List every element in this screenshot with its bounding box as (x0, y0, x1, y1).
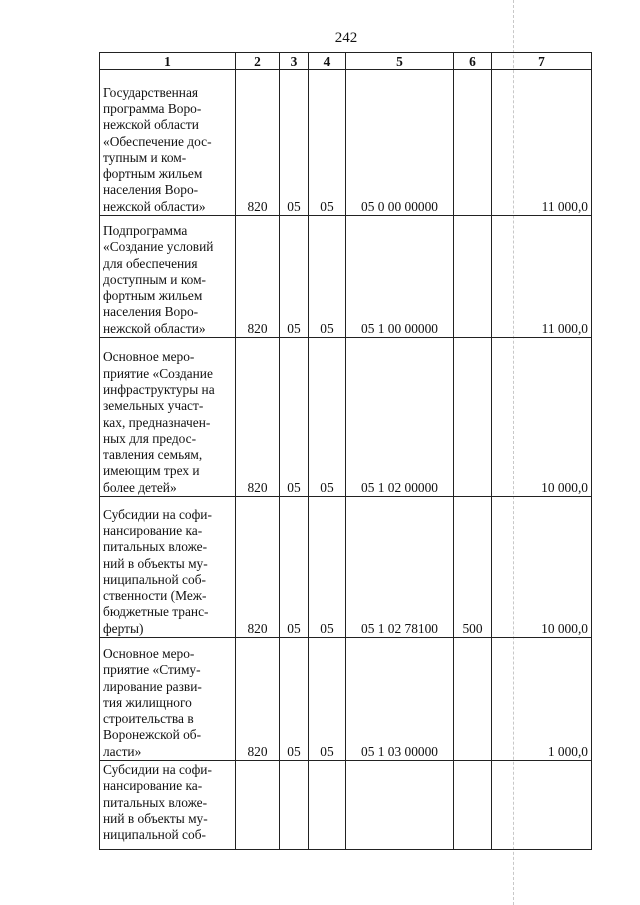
row-cell (236, 761, 280, 850)
row-name-cell (100, 70, 236, 216)
row-cell: 05 0 00 00000 (346, 70, 454, 216)
row-amount: 11 000,0 (492, 70, 592, 216)
row-name: Государственная программа Воро- нежской области «Обеспечение дос- тупным и ком- фортным жильем населения Воро- нежской области» (103, 84, 212, 214)
row-name-cell (100, 761, 236, 850)
row-cell (454, 338, 492, 497)
row-cell: 05 (309, 497, 346, 638)
column-header: 2 (236, 53, 280, 70)
row-amount: 11 000,0 (492, 216, 592, 338)
row-name-cell (100, 497, 236, 638)
row-cell: 05 1 02 78100 (346, 497, 454, 638)
row-cell: 820 (236, 638, 280, 761)
row-name: Подпрограмма «Создание условий для обеспечения доступным и ком- фортным жильем населения Воро- нежской области» (103, 222, 214, 336)
row-cell (454, 638, 492, 761)
table-row (100, 638, 592, 761)
row-cell: 05 (280, 216, 309, 338)
row-cell: 500 (454, 497, 492, 638)
row-cell: 05 (309, 338, 346, 497)
row-amount: 10 000,0 (492, 497, 592, 638)
row-cell: 05 1 00 00000 (346, 216, 454, 338)
row-cell: 05 (280, 638, 309, 761)
column-header: 1 (100, 53, 236, 70)
row-cell: 05 (280, 338, 309, 497)
row-name-cell (100, 216, 236, 338)
column-header: 7 (492, 53, 592, 70)
row-cell (346, 761, 454, 850)
row-cell (309, 761, 346, 850)
row-name-cell (100, 338, 236, 497)
row-cell: 05 (280, 497, 309, 638)
column-header: 5 (346, 53, 454, 70)
row-amount: 1 000,0 (492, 638, 592, 761)
row-cell: 05 1 03 00000 (346, 638, 454, 761)
column-header: 6 (454, 53, 492, 70)
column-header: 3 (280, 53, 309, 70)
table-row (100, 338, 592, 497)
row-cell (280, 761, 309, 850)
table-row (100, 761, 592, 850)
column-header: 4 (309, 53, 346, 70)
row-amount: 10 000,0 (492, 338, 592, 497)
row-cell: 820 (236, 497, 280, 638)
row-cell: 05 1 02 00000 (346, 338, 454, 497)
row-cell (454, 70, 492, 216)
row-cell (454, 761, 492, 850)
row-name: Основное меро- приятие «Стиму- лирование разви- тия жилищного строительства в Воронежской об- ласти» (103, 645, 202, 759)
row-cell: 05 (309, 70, 346, 216)
row-amount (492, 761, 592, 850)
table-header-row (100, 53, 592, 70)
row-cell: 820 (236, 216, 280, 338)
row-cell: 05 (309, 216, 346, 338)
table-row (100, 216, 592, 338)
row-cell: 820 (236, 70, 280, 216)
table-row (100, 497, 592, 638)
table-row (100, 70, 592, 216)
row-name-cell (100, 638, 236, 761)
row-cell: 05 (309, 638, 346, 761)
page-number: 242 (334, 30, 358, 46)
row-name: Субсидии на софи- нансирование ка- питальных вложе- ний в объекты му- ниципальной соб- ственности (Меж- бюджетные транс- ферты) (103, 506, 212, 636)
row-cell: 05 (280, 70, 309, 216)
row-name: Основное меро- приятие «Создание инфраструктуры на земельных участ- ках, предназначен- ных для предос- тавления семьям, имеющим трех и более детей» (103, 349, 215, 495)
row-cell (454, 216, 492, 338)
row-cell: 820 (236, 338, 280, 497)
row-name: Субсидии на софи- нансирование ка- питальных вложе- ний в объекты му- ниципальной соб- (103, 762, 212, 843)
budget-table (99, 52, 592, 850)
